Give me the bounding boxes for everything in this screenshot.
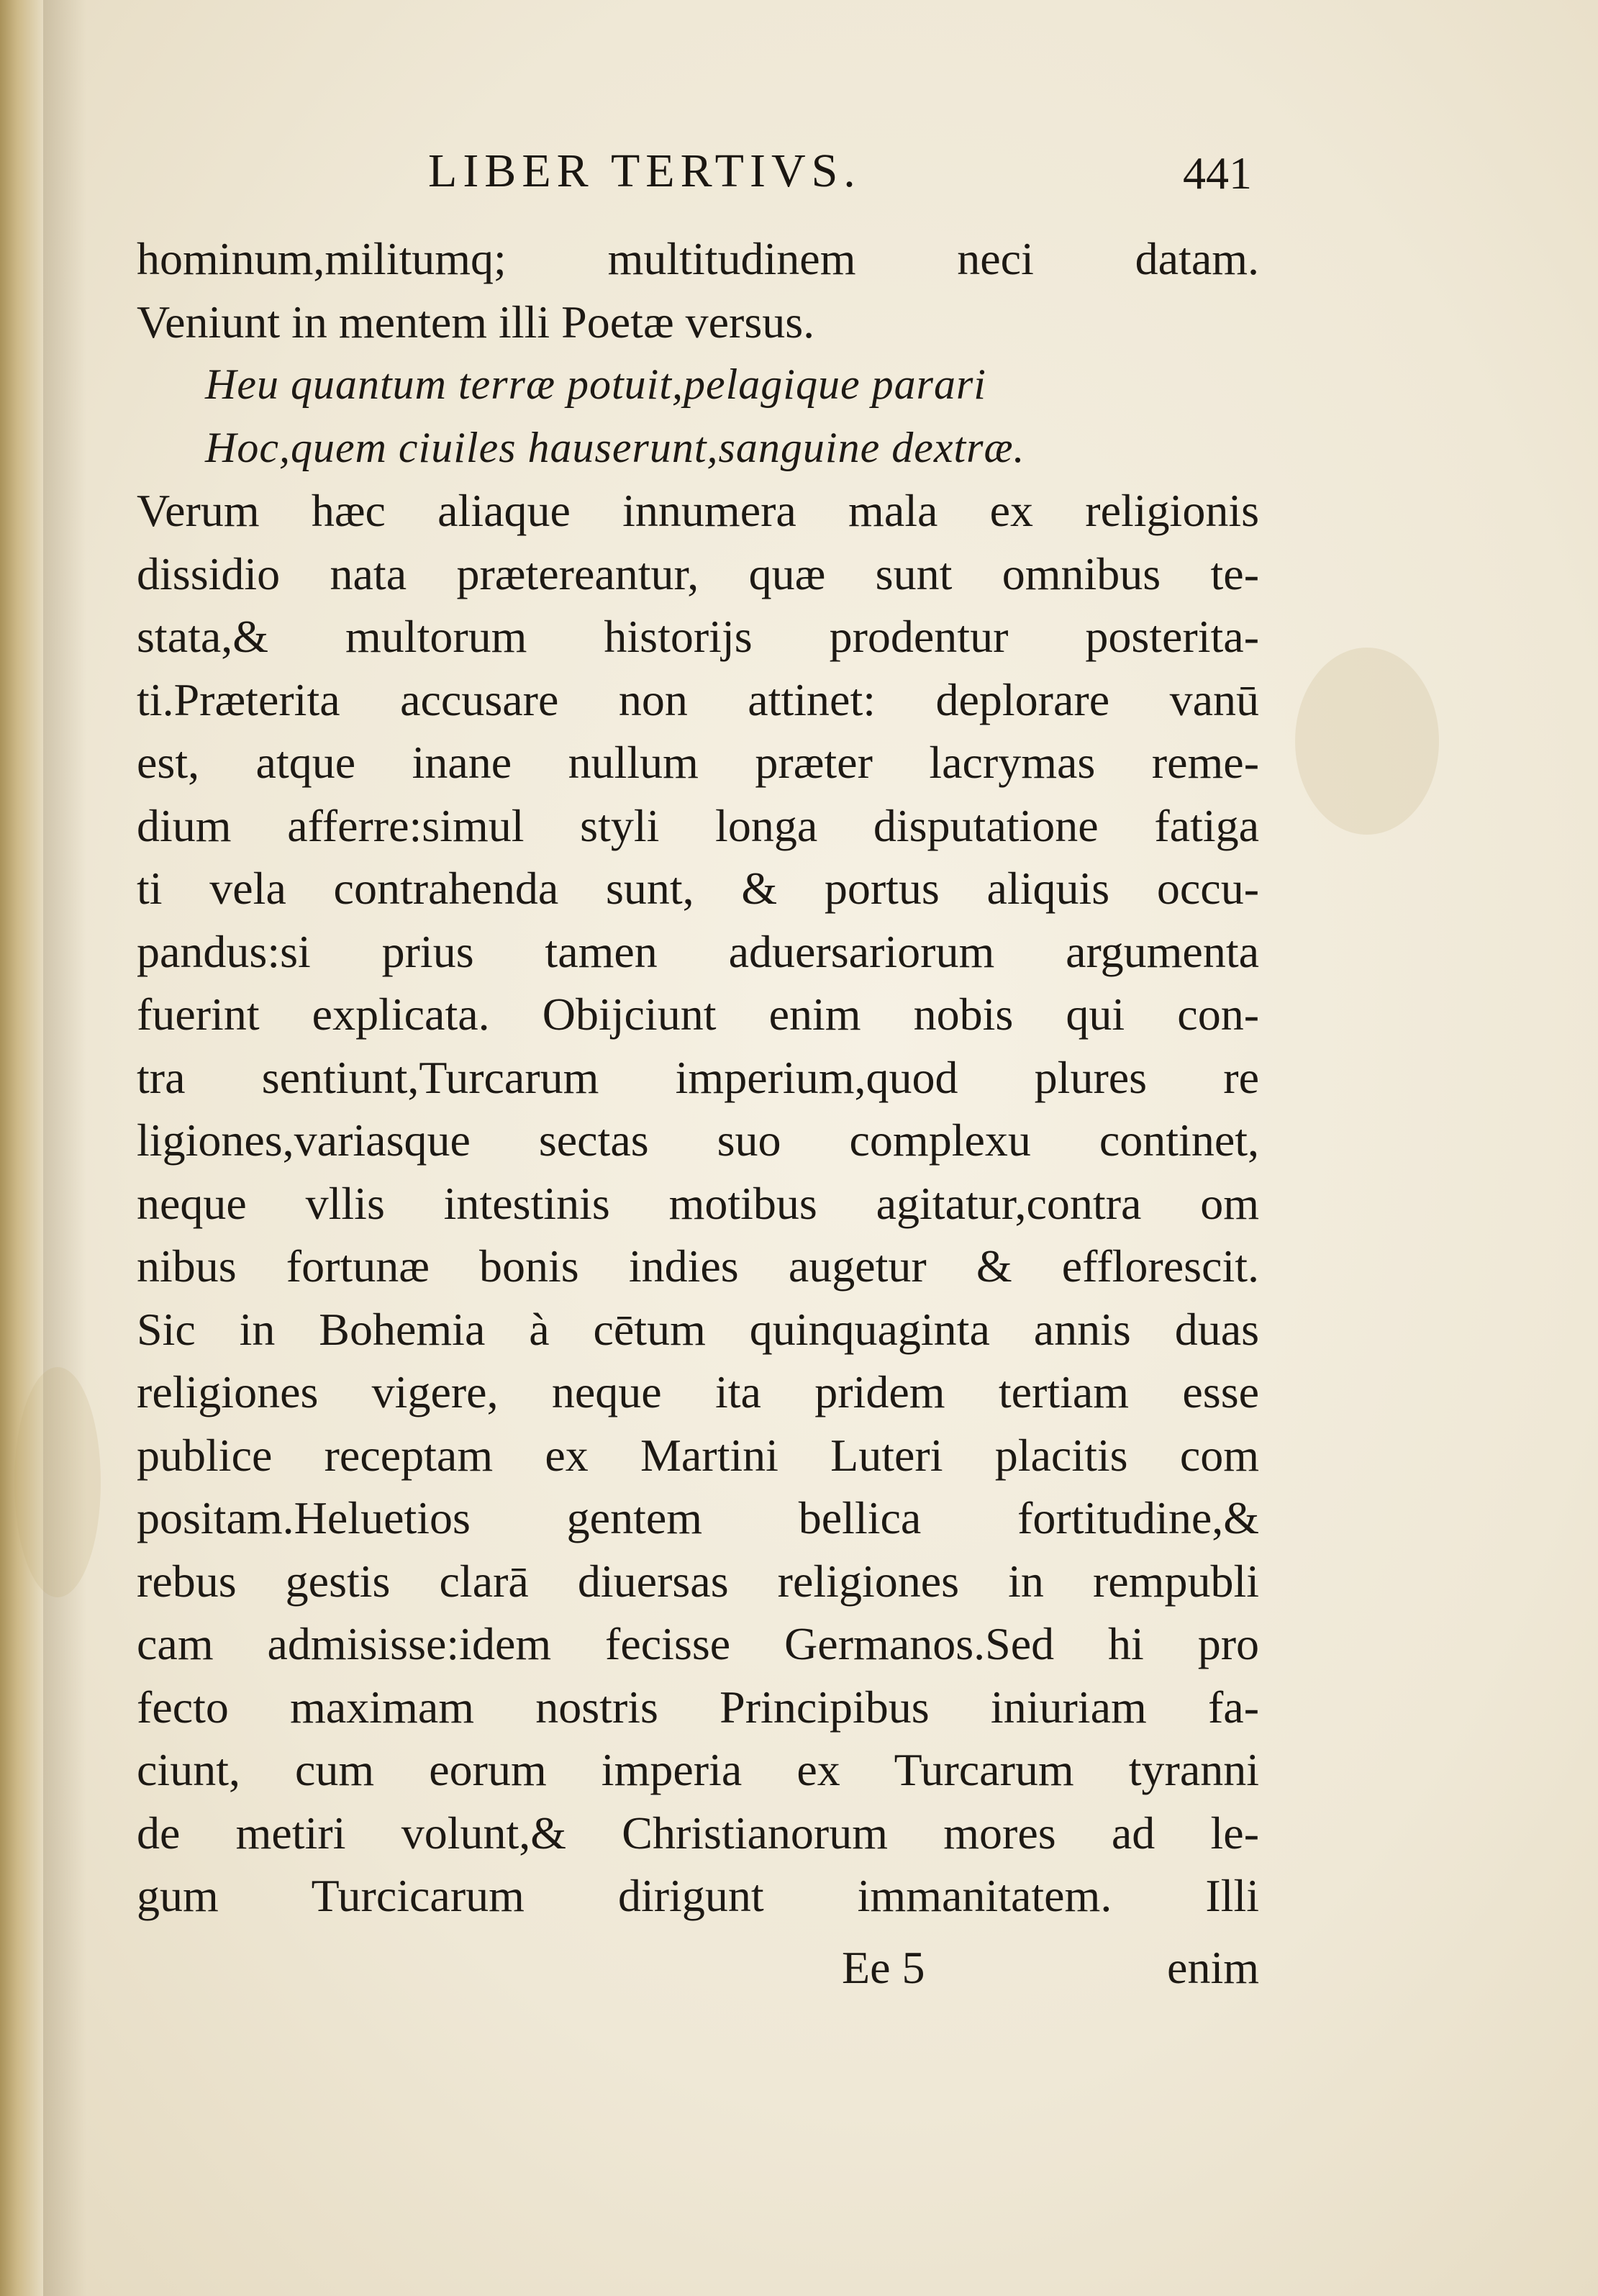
catchline (137, 1941, 1259, 2006)
text-line: ti.Præterita accusare non attinet: deplorare vanū (137, 673, 1259, 725)
gutter-shadow (43, 0, 86, 2296)
verse-line: Heu quantum terræ potuit,pelagique parari (205, 360, 986, 408)
verse-line: Hoc,quem ciuiles hauserunt,sanguine dextræ. (205, 423, 1025, 471)
text-line: pandus:si prius tamen aduersariorum argumenta (137, 925, 1259, 977)
text-line: nibus fortunæ bonis indies augetur & efflorescit. (137, 1240, 1259, 1292)
text-line: gum Turcicarum dirigunt immanitatem. Illi (137, 1870, 1259, 1921)
running-title: LIBER TERTIVS. (428, 145, 861, 197)
text-line: rebus gestis clarā diuersas religiones in rempubli (137, 1555, 1259, 1607)
text-line: cam admisisse:idem fecisse Germanos.Sed hi pro (137, 1618, 1259, 1669)
text-line: Verum hæc aliaque innumera mala ex religionis (137, 485, 1259, 536)
text-line: fecto maximam nostris Principibus iniuriam fa- (137, 1681, 1259, 1733)
text-line: publice receptam ex Martini Luteri placitis com (137, 1429, 1259, 1481)
text-line: ciunt, cum eorum imperia ex Turcarum tyranni (137, 1744, 1259, 1795)
text-line: Sic in Bohemia à cētum quinquaginta annis duas (137, 1303, 1259, 1355)
text-line: hominum,militumq; multitudinem neci datam. (137, 233, 1259, 284)
signature-mark: Ee 5 (842, 1942, 925, 1993)
book-spine (0, 0, 43, 2296)
text-line: fuerint explicata. Obijciunt enim nobis qui con- (137, 989, 1259, 1040)
text-line: est, atque inane nullum præter lacrymas reme- (137, 737, 1259, 788)
text-line: ligiones,variasque sectas suo complexu continet, (137, 1115, 1259, 1166)
paper-stain (1295, 648, 1439, 835)
text-line: dissidio nata prætereantur, quæ sunt omnibus te- (137, 548, 1259, 599)
text-line: Veniunt in mentem illi Poetæ versus. (137, 296, 815, 348)
text-line: dium afferre:simul styli longa disputatione fatiga (137, 799, 1259, 851)
text-block (137, 227, 1259, 1928)
text-line: de metiri volunt,& Christianorum mores ad le- (137, 1807, 1259, 1859)
page-number: 441 (1183, 148, 1252, 199)
text-line: stata,& multorum historijs prodentur posterita- (137, 611, 1259, 662)
text-line: neque vllis intestinis motibus agitatur,contra om (137, 1177, 1259, 1229)
text-line: ti vela contrahenda sunt, & portus aliquis occu- (137, 863, 1259, 914)
running-head (144, 144, 1252, 209)
text-line: tra sentiunt,Turcarum imperium,quod plures re (137, 1051, 1259, 1103)
catchword: enim (1167, 1942, 1259, 1993)
paper-stain (14, 1367, 101, 1597)
text-line: positam.Heluetios gentem bellica fortitudine,& (137, 1492, 1259, 1543)
text-line: religiones vigere, neque ita pridem tertiam esse (137, 1366, 1259, 1417)
